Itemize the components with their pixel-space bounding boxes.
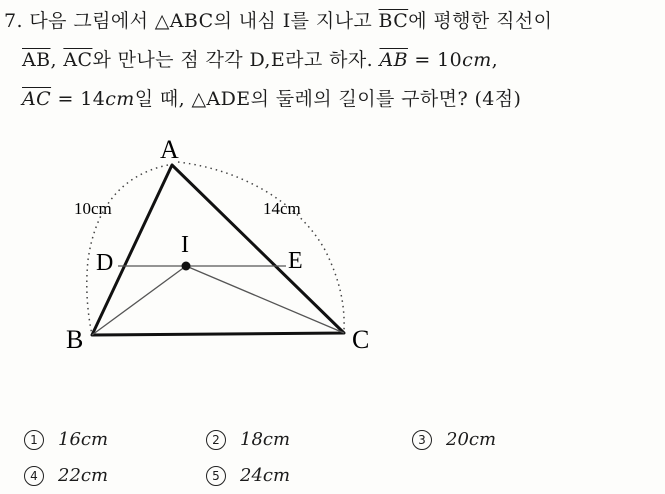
- choice-value: 20cm: [446, 429, 497, 450]
- label-ac-length: 14cm: [263, 199, 301, 218]
- choice-5[interactable]: [206, 465, 290, 486]
- line-bi: [92, 266, 186, 335]
- choice-number: 3: [412, 430, 432, 450]
- label-d: D: [96, 250, 114, 276]
- choice-number: 5: [206, 466, 226, 486]
- segment-bc: $\overline{BC}$: [378, 10, 409, 32]
- segment-ac-length: $\overline{AC}$: [22, 88, 52, 110]
- label-i: I: [181, 232, 189, 258]
- choice-4[interactable]: [24, 465, 108, 486]
- incenter-point: [182, 262, 191, 271]
- dotted-arc-ac: [178, 162, 344, 330]
- segment-ac: $\overline{AC}$: [63, 49, 93, 71]
- ab-value: = 10: [407, 49, 463, 71]
- choice-value: 16cm: [58, 429, 109, 450]
- choice-3[interactable]: [412, 429, 496, 450]
- choice-value: 18cm: [240, 429, 291, 450]
- separator: ,: [50, 49, 64, 71]
- choice-number: 1: [24, 430, 44, 450]
- question-text-3b: 일 때, △ADE의 둘레의 길이를 구하면? (4점): [134, 88, 522, 110]
- triangle-abc: [92, 165, 344, 335]
- ab-unit: cm: [462, 49, 492, 71]
- ac-unit: cm: [105, 88, 135, 110]
- question-text-1a: 다음 그림에서 △ABC의 내심 I를 지나고: [29, 10, 379, 32]
- label-a: A: [160, 135, 179, 164]
- label-ab-length: 10cm: [74, 199, 112, 218]
- label-b: B: [66, 325, 84, 354]
- choice-number: 2: [206, 430, 226, 450]
- choice-value: 24cm: [240, 465, 291, 486]
- question-text-1b: 에 평행한 직선이: [408, 10, 553, 32]
- comma: ,: [491, 49, 499, 71]
- segment-ab: $\overline{AB}$: [22, 49, 51, 71]
- choice-1[interactable]: [24, 429, 108, 450]
- question-number: 7.: [4, 10, 23, 32]
- ac-value: = 14: [51, 88, 106, 110]
- segment-ab-length: $\overline{AB}$: [379, 49, 408, 71]
- question-text-2a: 와 만나는 점 각각 D,E라고 하자.: [92, 49, 380, 71]
- line-ci: [186, 266, 344, 333]
- choice-value: 22cm: [58, 465, 109, 486]
- label-e: E: [288, 248, 303, 274]
- choice-2[interactable]: [206, 429, 290, 450]
- choice-number: 4: [24, 466, 44, 486]
- label-c: C: [352, 325, 370, 354]
